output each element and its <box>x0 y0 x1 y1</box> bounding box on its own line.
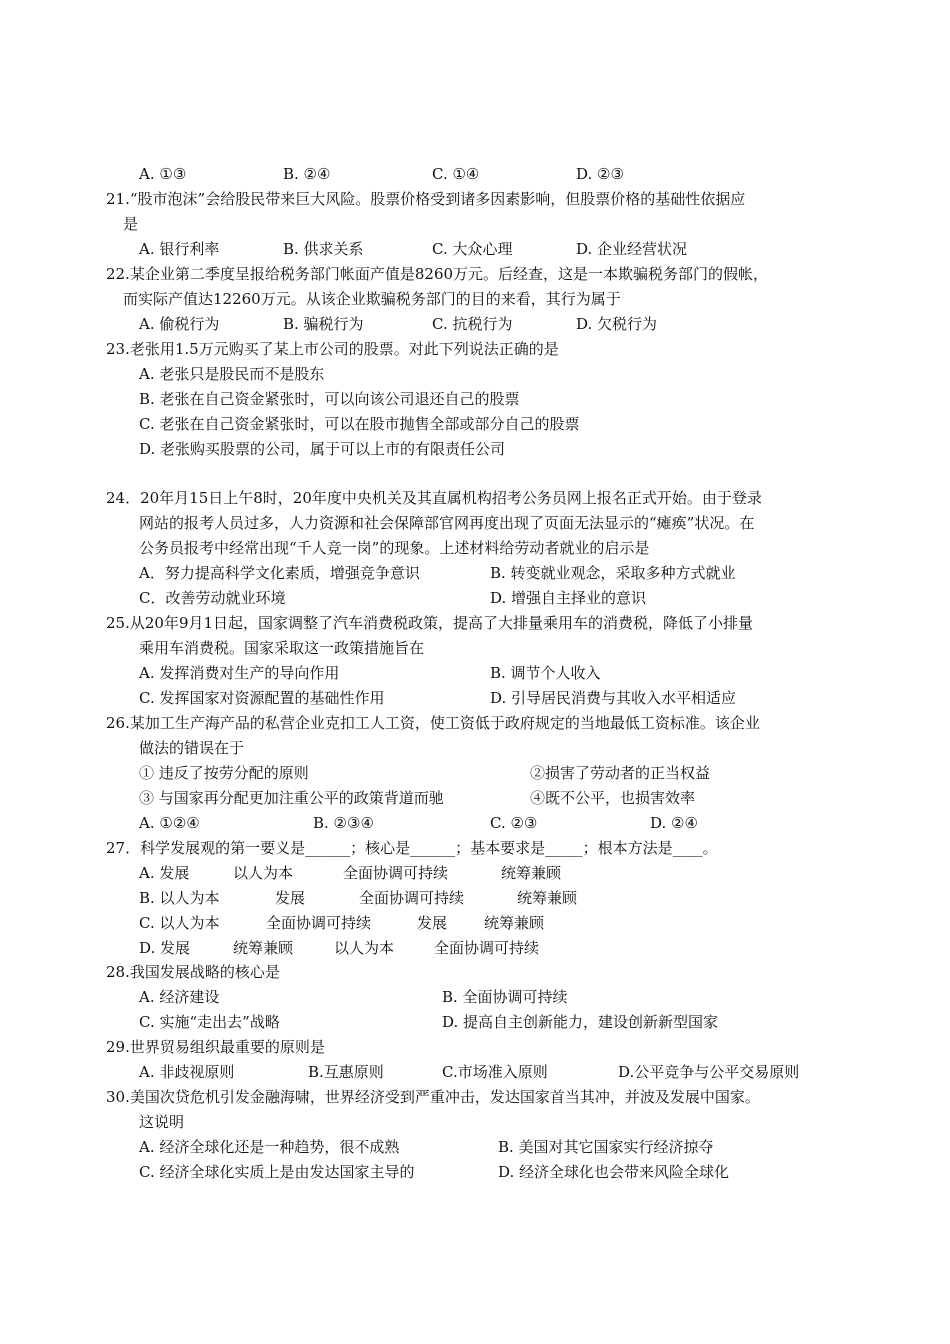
q29-option-b: B.互惠原则 <box>308 1063 384 1081</box>
q20-option-b: B. ②④ <box>283 165 331 183</box>
q26-item-4: ④既不公平，也损害效率 <box>530 789 696 807</box>
q22-stem-line1: 22.某企业第二季度呈报给税务部门帐面产值是8260万元。后经查，这是一本欺骗税务部门的假帐， <box>106 265 769 283</box>
q27-b-col1: B. 以人为本 <box>139 889 220 907</box>
q28-option-d: D. 提高自主创新能力，建设创新新型国家 <box>442 1013 719 1031</box>
q22-option-b: B. 骗税行为 <box>283 315 364 333</box>
q24-stem-line3: 公务员报考中经常出现“千人竞一岗”的现象。上述材料给劳动者就业的启示是 <box>139 539 650 557</box>
q26-stem-line2: 做法的错误在于 <box>139 739 245 757</box>
q28-option-a: A. 经济建设 <box>139 988 220 1006</box>
q25-option-a: A. 发挥消费对生产的导向作用 <box>139 664 340 682</box>
q20-option-a: A. ①③ <box>139 165 187 183</box>
q25-option-d: D. 引导居民消费与其收入水平相适应 <box>490 689 737 707</box>
q25-option-c: C. 发挥国家对资源配置的基础性作用 <box>139 689 385 707</box>
q26-option-b: B. ②③④ <box>313 814 374 832</box>
q27-a-col3: 全面协调可持续 <box>343 864 449 882</box>
q24-stem-line2: 网站的报考人员过多，人力资源和社会保障部官网再度出现了页面无法显示的“瘫痪”状况。在 <box>139 514 755 532</box>
q27-d-col4: 全面协调可持续 <box>434 939 540 957</box>
q29-option-a: A. 非歧视原则 <box>139 1063 235 1081</box>
q27-c-col3: 发展 <box>417 914 448 932</box>
q20-option-d: D. ②③ <box>576 165 624 183</box>
q21-option-b: B. 供求关系 <box>283 240 364 258</box>
q29-stem-line1: 29.世界贸易组织最重要的原则是 <box>106 1038 325 1056</box>
q23-option-a: A. 老张只是股民而不是股东 <box>139 365 325 383</box>
q22-option-c: C. 抗税行为 <box>432 315 513 333</box>
q30-option-d: D. 经济全球化也会带来风险全球化 <box>498 1163 730 1181</box>
q26-option-a: A. ①②④ <box>139 814 200 832</box>
q24-stem-line1: 24．20年月15日上午8时，20年度中央机关及其直属机构招考公务员网上报名正式开始。由于登录 <box>106 489 762 507</box>
q24-option-d: D. 增强自主择业的意识 <box>490 589 647 607</box>
q24-option-b: B. 转变就业观念，采取多种方式就业 <box>490 564 736 582</box>
q23-option-b: B. 老张在自己资金紧张时，可以向该公司退还自己的股票 <box>139 390 520 408</box>
q27-d-col2: 统筹兼顾 <box>233 939 294 957</box>
q25-stem-line1: 25.从20年9月1日起，国家调整了汽车消费税政策，提高了大排量乘用车的消费税，降低了小排量 <box>106 614 754 632</box>
q23-stem-line1: 23.老张用1.5万元购买了某上市公司的股票。对此下列说法正确的是 <box>106 340 559 358</box>
q27-c-col1: C. 以人为本 <box>139 914 220 932</box>
q29-option-c: C.市场准入原则 <box>442 1063 548 1081</box>
q23-option-c: C. 老张在自己资金紧张时，可以在股市抛售全部或部分自己的股票 <box>139 415 580 433</box>
q27-b-col2: 发展 <box>275 889 306 907</box>
q22-stem-line2: 而实际产值达12260万元。从该企业欺骗税务部门的目的来看，其行为属于 <box>123 290 621 308</box>
q26-item-1: ① 违反了按劳分配的原则 <box>139 764 309 782</box>
q28-option-c: C. 实施“走出去”战略 <box>139 1013 280 1031</box>
q22-option-d: D. 欠税行为 <box>576 315 658 333</box>
q27-b-col3: 全面协调可持续 <box>359 889 465 907</box>
q30-option-a: A. 经济全球化还是一种趋势，很不成熟 <box>139 1138 400 1156</box>
q24-option-c: C．改善劳动就业环境 <box>139 589 286 607</box>
q24-option-a: A．努力提高科学文化素质，增强竞争意识 <box>139 564 420 582</box>
q29-option-d: D.公平竞争与公平交易原则 <box>618 1063 800 1081</box>
q21-stem-line2: 是 <box>123 215 139 233</box>
q26-option-c: C. ②③ <box>490 814 538 832</box>
q28-option-b: B. 全面协调可持续 <box>442 988 568 1006</box>
q30-option-c: C. 经济全球化实质上是由发达国家主导的 <box>139 1163 415 1181</box>
q30-option-b: B. 美国对其它国家实行经济掠夺 <box>498 1138 714 1156</box>
q26-option-d: D. ②④ <box>650 814 698 832</box>
q27-b-col4: 统筹兼顾 <box>517 889 578 907</box>
q30-stem-line2: 这说明 <box>139 1113 185 1131</box>
q21-stem-line1: 21.“股市泡沫”会给股民带来巨大风险。股票价格受到诸多因素影响，但股票价格的基础性依据应 <box>106 190 746 208</box>
q25-option-b: B. 调节个人收入 <box>490 664 601 682</box>
q23-option-d: D. 老张购买股票的公司，属于可以上市的有限责任公司 <box>139 440 506 458</box>
q21-option-a: A. 银行利率 <box>139 240 220 258</box>
q27-d-col3: 以人为本 <box>334 939 395 957</box>
q26-item-3: ③ 与国家再分配更加注重公平的政策背道而驰 <box>139 789 444 807</box>
q26-stem-line1: 26.某加工生产海产品的私营企业克扣工人工资，使工资低于政府规定的当地最低工资标准。该企业 <box>106 714 760 732</box>
q27-a-col4: 统筹兼顾 <box>501 864 562 882</box>
q21-option-c: C. 大众心理 <box>432 240 513 258</box>
q26-item-2: ②损害了劳动者的正当权益 <box>530 764 711 782</box>
q20-option-c: C. ①④ <box>432 165 480 183</box>
q27-d-col1: D. 发展 <box>139 939 191 957</box>
q28-stem-line1: 28.我国发展战略的核心是 <box>106 963 280 981</box>
q22-option-a: A. 偷税行为 <box>139 315 220 333</box>
q27-c-col4: 统筹兼顾 <box>484 914 545 932</box>
q27-c-col2: 全面协调可持续 <box>266 914 372 932</box>
q27-a-col1: A. 发展 <box>139 864 190 882</box>
q21-option-d: D. 企业经营状况 <box>576 240 688 258</box>
q27-stem-line1: 27．科学发展观的第一要义是______；核心是______；基本要求是_____；根本方法是____。 <box>106 839 718 857</box>
q25-stem-line2: 乘用车消费税。国家采取这一政策措施旨在 <box>139 639 425 657</box>
q30-stem-line1: 30.美国次贷危机引发金融海啸，世界经济受到严重冲击，发达国家首当其冲，并波及发展中国家。 <box>106 1088 760 1106</box>
q27-a-col2: 以人为本 <box>233 864 294 882</box>
